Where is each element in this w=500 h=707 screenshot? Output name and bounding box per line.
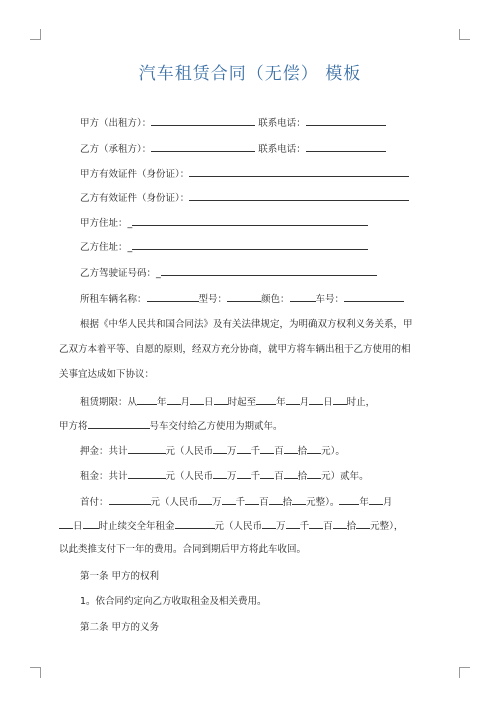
- party-b-address-label: 乙方住址：_: [80, 242, 133, 253]
- down-l2-mid: 时止续交全年租金: [98, 521, 175, 532]
- party-a-phone-label: 联系电话：: [258, 118, 306, 129]
- preamble-line-3: 关事宜达成如下协议：: [59, 369, 155, 380]
- party-b-phone-label: 联系电话：: [258, 144, 306, 155]
- term-line2-a: 甲方将: [59, 421, 88, 432]
- corner-mark-top-right: [459, 29, 470, 40]
- blank: [284, 468, 298, 479]
- party-b-id-row: [80, 190, 409, 206]
- blank: [262, 518, 276, 529]
- down-l2-day: 日: [73, 521, 83, 532]
- blank: [286, 518, 300, 529]
- vehicle-model-label: 型号：: [198, 294, 228, 305]
- term-month: 月: [180, 397, 191, 408]
- party-a-label: 甲方（出租方）：: [80, 118, 152, 129]
- vehicle-name-blank: [147, 291, 199, 302]
- blank: [213, 443, 227, 454]
- blank: [190, 394, 204, 405]
- blank: [333, 394, 347, 405]
- party-a-id-row: [80, 166, 409, 182]
- deposit-yuan: 元（人民币: [165, 446, 214, 457]
- rent-bai: 百: [274, 471, 284, 482]
- blank: [286, 394, 300, 405]
- blank: [83, 518, 99, 529]
- down-payment-row-2: [59, 518, 403, 534]
- rent-shi: 拾: [297, 471, 308, 482]
- deposit-qian: 千: [250, 446, 261, 457]
- blank: [307, 468, 321, 479]
- down-payment-row-3: 以此类推支付下一年的费用。合同到期后甲方将此车收回。: [59, 544, 307, 555]
- down-zheng: 元整）。: [306, 497, 340, 508]
- corner-mark-top-left: [30, 29, 41, 40]
- down-label: 首付：: [80, 497, 109, 508]
- deposit-row: [80, 443, 345, 459]
- party-b-row: [80, 141, 386, 157]
- blank: [109, 494, 151, 505]
- vehicle-color-label: 颜色：: [261, 294, 290, 305]
- down-l2-wan: 万: [276, 521, 286, 532]
- party-a-address-row: [80, 215, 368, 231]
- document-title: 汽车租赁合同（无偿） 模板: [138, 64, 362, 84]
- preamble-line-2: 乙双方本着平等、自愿的原则，经双方充分协商，就甲方将车辆出租于乙方使用的相: [59, 344, 411, 355]
- term-year: 年: [157, 397, 167, 408]
- down-bai: 百: [259, 497, 269, 508]
- down-l2-qian: 千: [299, 521, 310, 532]
- blank: [309, 394, 323, 405]
- deposit-wan: 万: [227, 446, 237, 457]
- rent-tail: 元）贰年。: [321, 471, 369, 482]
- article-2-heading: 第二条 甲方的义务: [80, 622, 160, 633]
- term-end: 时止，: [346, 397, 376, 408]
- plate-number-blank: [88, 418, 150, 429]
- party-a-address-blank: [132, 215, 368, 226]
- down-year: 年: [359, 497, 369, 508]
- rent-yuan: 元（人民币: [165, 471, 214, 482]
- down-l2-tail: 元整），: [370, 521, 404, 532]
- blank: [333, 518, 347, 529]
- down-payment-row: [80, 494, 392, 510]
- vehicle-name-label: 所租车辆名称：: [80, 294, 147, 305]
- down-wan: 万: [212, 497, 222, 508]
- vehicle-color-blank: [290, 291, 316, 302]
- term-label: 租赁期限：从: [80, 397, 138, 408]
- blank: [256, 394, 276, 405]
- term-day: 日: [204, 397, 214, 408]
- blank: [59, 518, 73, 529]
- blank: [213, 468, 227, 479]
- party-b-license-blank: [161, 265, 377, 276]
- term-start: 时起至: [227, 397, 257, 408]
- party-a-address-label: 甲方住址：_: [80, 218, 133, 229]
- down-l2-yuan: 元（人民币: [214, 521, 263, 532]
- blank: [175, 518, 215, 529]
- blank: [269, 494, 283, 505]
- vehicle-model-blank: [227, 291, 261, 302]
- blank: [137, 394, 157, 405]
- party-a-phone-blank: [306, 115, 386, 126]
- deposit-shi: 拾: [297, 446, 308, 457]
- party-b-license-label: 乙方驾驶证号码：_: [80, 268, 161, 279]
- deposit-bai: 百: [274, 446, 284, 457]
- term-end-year: 年: [276, 397, 286, 408]
- blank: [128, 468, 166, 479]
- party-b-name-blank: [151, 141, 255, 152]
- blank: [167, 394, 181, 405]
- preamble-line-1: 根据《中华人民共和国合同法》及有关法律规定，为明确双方权利义务关系，甲: [80, 319, 413, 330]
- blank: [356, 518, 370, 529]
- party-b-phone-blank: [306, 141, 386, 152]
- term-end-day: 日: [323, 397, 333, 408]
- party-a-name-blank: [151, 115, 255, 126]
- blank: [222, 494, 236, 505]
- blank: [284, 443, 298, 454]
- article-1-item-1: 1。依合同约定向乙方收取租金及相关费用。: [80, 596, 267, 607]
- party-a-id-label: 甲方有效证件（身份证）：: [80, 169, 190, 180]
- vehicle-plate-blank: [344, 291, 404, 302]
- vehicle-row: [80, 291, 404, 307]
- blank: [128, 443, 166, 454]
- vehicle-plate-label: 车号：: [315, 294, 345, 305]
- down-yuan: 元（人民币: [150, 497, 199, 508]
- deposit-label: 押金：共计: [80, 446, 128, 457]
- blank: [198, 494, 212, 505]
- down-l2-bai: 百: [323, 521, 333, 532]
- blank: [214, 394, 228, 405]
- term-row-2: [59, 418, 283, 434]
- blank: [292, 494, 306, 505]
- rent-row: [80, 468, 369, 484]
- blank: [237, 468, 251, 479]
- deposit-tail: 元）。: [321, 446, 345, 457]
- blank: [309, 518, 323, 529]
- rent-label: 租金：共计: [80, 471, 128, 482]
- party-b-address-blank: [132, 239, 368, 250]
- blank: [245, 494, 259, 505]
- blank: [260, 468, 274, 479]
- term-end-month: 月: [299, 397, 310, 408]
- party-b-id-label: 乙方有效证件（身份证）：: [80, 193, 190, 204]
- blank: [339, 494, 359, 505]
- party-a-id-blank: [189, 166, 409, 177]
- down-month: 月: [382, 497, 393, 508]
- down-qian: 千: [235, 497, 246, 508]
- party-b-id-blank: [189, 190, 409, 201]
- rent-qian: 千: [250, 471, 261, 482]
- party-b-address-row: [80, 239, 368, 255]
- rent-wan: 万: [227, 471, 237, 482]
- blank: [237, 443, 251, 454]
- article-1-heading: 第一条 甲方的权利: [80, 571, 160, 582]
- down-shi: 拾: [282, 497, 293, 508]
- term-line2-b: 号车交付给乙方使用为期贰年。: [149, 421, 283, 432]
- term-row: [80, 394, 375, 410]
- party-a-row: [80, 115, 386, 131]
- blank: [260, 443, 274, 454]
- blank: [307, 443, 321, 454]
- party-b-license-row: [80, 265, 377, 281]
- party-b-label: 乙方（承租方）：: [80, 144, 152, 155]
- down-l2-shi: 拾: [346, 521, 357, 532]
- corner-mark-bottom-right: [459, 667, 470, 678]
- corner-mark-bottom-left: [30, 667, 41, 678]
- blank: [369, 494, 383, 505]
